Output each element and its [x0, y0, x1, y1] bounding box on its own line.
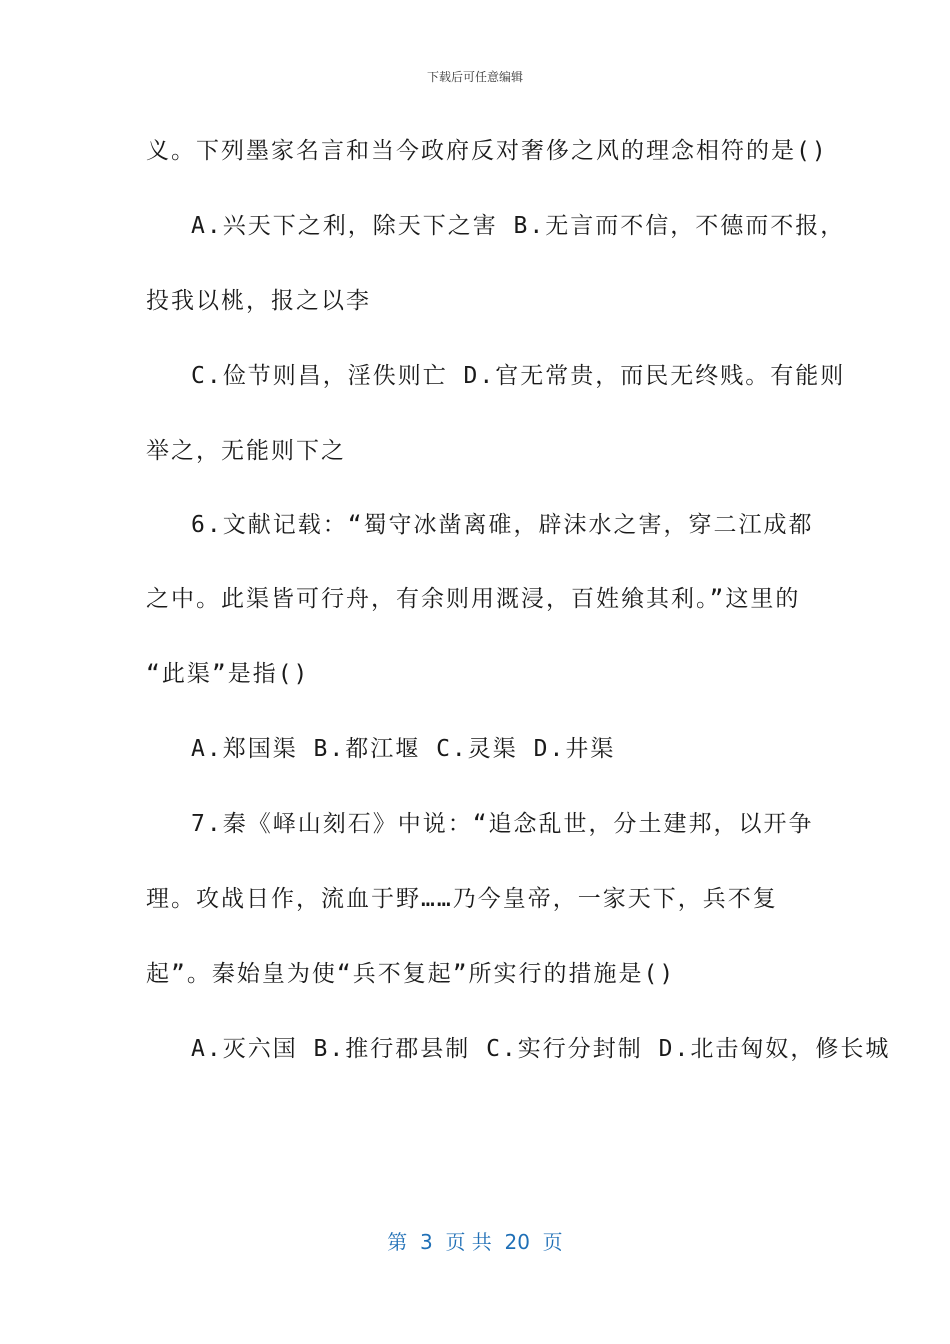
text-line: “此渠”是指() [146, 661, 310, 687]
text-line: A.兴天下之利，除天下之害 B.无言而不信，不德而不报， [191, 213, 846, 239]
text-line: 起”。秦始皇为使“兵不复起”所实行的措施是() [146, 961, 676, 987]
text-line: 之中。此渠皆可行舟，有余则用溉浸，百姓飨其利。”这里的 [146, 586, 801, 612]
text-line: 理。攻战日作，流血于野……乃今皇帝，一家天下，兵不复 [146, 886, 778, 912]
text-line: 投我以桃，报之以李 [146, 288, 371, 314]
text-line: 6.文献记载：“蜀守冰凿离碓，辟沫水之害，穿二江成都 [191, 512, 814, 538]
header-note: 下载后可任意编辑 [426, 70, 523, 84]
text-line: 义。下列墨家名言和当今政府反对奢侈之风的理念相符的是() [146, 138, 828, 164]
text-line: 举之，无能则下之 [146, 438, 346, 464]
text-line: A.灭六国 B.推行郡县制 C.实行分封制 D.北击匈奴，修长城 [191, 1036, 891, 1062]
page-number-footer: 第 3 页 共 20 页 [387, 1230, 563, 1254]
text-line: C.俭节则昌，淫佚则亡 D.官无常贵，而民无终贱。有能则 [191, 363, 846, 389]
text-line: 7.秦《峄山刻石》中说：“追念乱世，分土建邦，以开争 [191, 811, 814, 837]
text-line: A.郑国渠 B.都江堰 C.灵渠 D.井渠 [191, 736, 616, 762]
